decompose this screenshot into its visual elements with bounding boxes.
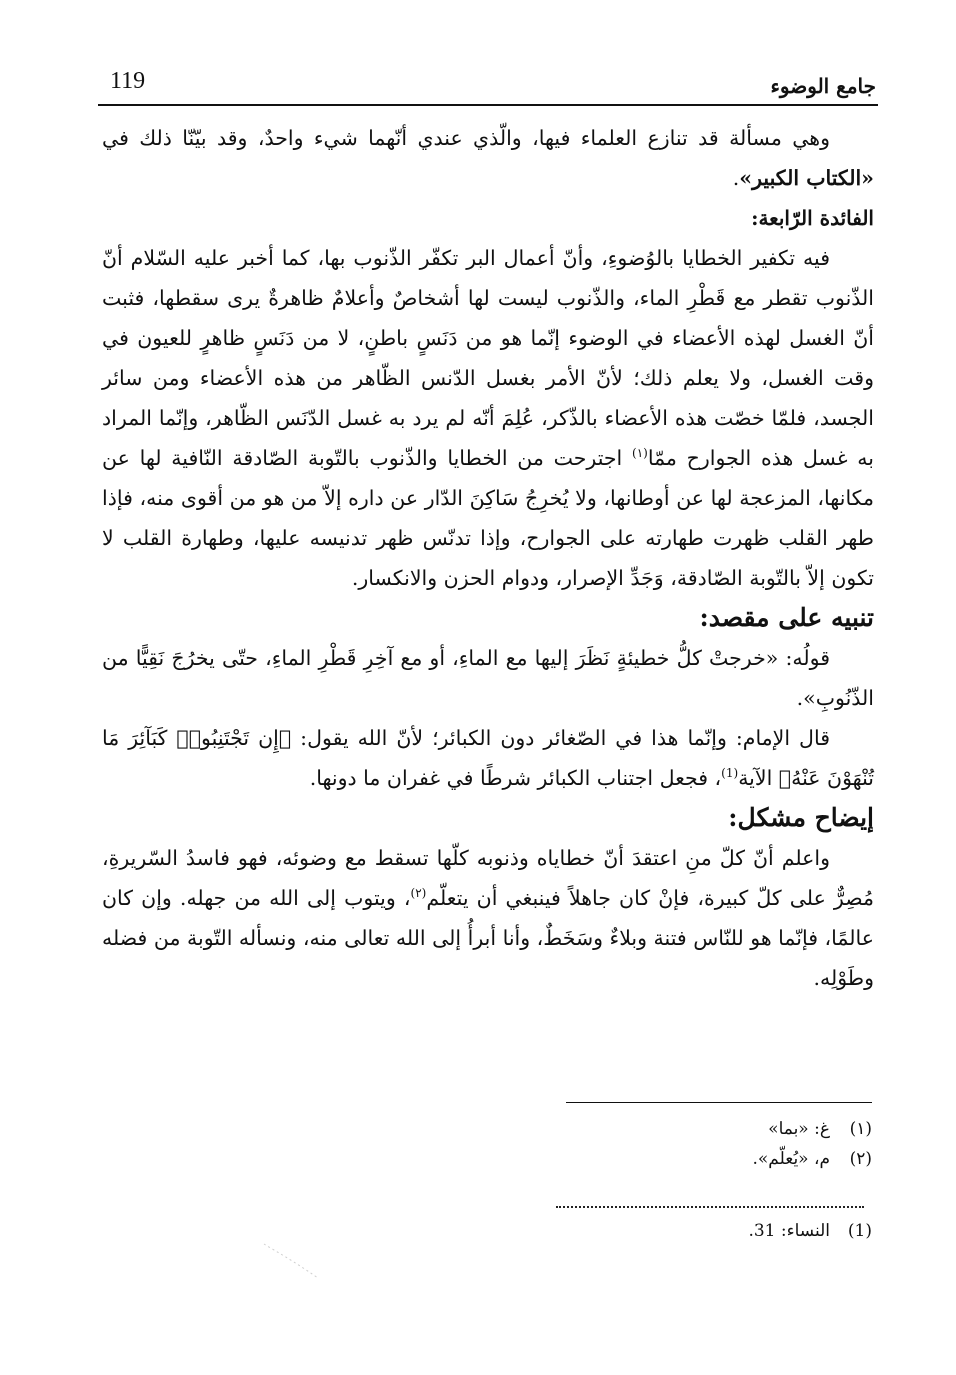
page-number: 119 [110,68,146,94]
heading-note-on-purpose: تنبيه على مقصد: [699,603,874,632]
dotted-rule [556,1206,864,1208]
footnote-ref-2: (٢) [410,886,427,901]
scan-artifact [262,1242,322,1282]
paragraph-4: قال الإمام: وإنّما هذا في الصّغائر دون الكبائر؛ لأنّ الله يقول: ﴿إِن تَجْتَنِبُوا۟ كَبَآئِرَ مَا تُنْهَوْنَ عَنْهُ﴾ الآية$^{(1)}$، فجعل اجتناب الكبائر شرطًا في غفران ما دونها. [102,726,874,790]
running-title: جامع الوضوء [770,74,876,98]
paragraph-5: واعلم أنّ كلّ منِ اعتقدَ أنّ خطاياه وذنوبه كلّها تسقط مع وضوئه، فهو فاسدُ السّريرةِ، مُصِرٌّ على كلّ كبيرة، فإنْ كان جاهلاً فينبغي أن يتعلّم$^{(٢)}$، ويتوب إلى الله من جهله. وإن كان عالمًا، فإنّما هو للنّاس فتنة وبلاءٌ وسَخَطٌ، وأنا أبرأُ إلى الله تعالى منه، ونسأله التّوبة من فضله وطَوْلِه. [102,846,874,990]
header-rule [98,104,878,106]
footnote-ref-quran: (1) [721,766,739,781]
editor-footnotes [500,1216,872,1246]
paragraph-3: قولُه: «خرجتْ كلُّ خطيئةٍ نَظَرَ إليها مع الماءِ، أو مع آخِرِ قَطْرِ الماءِ، حتّى يخرُجَ نَقِيًّا من الذّنُوبِ». [102,646,874,710]
paragraph-2: فيه تكفير الخطايا بالوُضوءِ، وأنّ أعمال البر تكفّر الذّنوب بها، كما أخبر عليه السّلام أنّ الذّنوب تقطر مع قَطْرِ الماء، والذّنوب ليست لها أشخاصٌ وأعلامٌ ظاهرةٌ يرى سقطها، فثبت أنّ الغسل لهذه الأعضاء في الوضوء إنّما هو من دَنَسٍ باطنٍ، لا من دَنَسٍ ظاهرٍ للعيون في وقت الغسل، ولا يعلم ذلك؛ لأنّ الأمر بغسل الدّنس الظّاهر من هذه الأعضاء ومن سائر الجسد، فلمّا خصّت هذه الأعضاء بالذّكر، عُلِمَ أنّه لم يرد به غسل الدّنَس الظّاهر، وإنّما المراد به غسل هذه الجوارح ممّا$^{(١)}$ اجترحت من الخطايا والذّنوب بالتّوبة الصّادقة النّافية لها عن مكانها، المزعجة لها عن أوطانها، ولا يُخرِجُ سَاكِنَ الدّار عن داره إلاّ من هو من أقوى منه، فإذا طهر القلب ظهرت طهارته على الجوارح، وإذا تدنّس ظهر تدنيسه عليها، وطهارة القلب لا تكون إلاّ بالتّوبة الصّادقة، وَجَدِّ الإصرار، ودوام الحزن والانكسار. [102,246,875,590]
paragraph-1: وهي مسألة قد تنازع العلماء فيها، والّذي عندي أنّهما شيء واحدٌ، وقد بيّنّا ذلك في «الكتاب الكبير». [102,126,874,190]
footnote-ref-1: (١) [632,446,648,461]
heading-clarifying-problem: إيضاح مشكل: [728,803,874,832]
footnote: (١)غ: «بما» [768,1119,872,1139]
page-header [108,66,876,104]
book-title-reference: «الكتاب الكبير» [739,166,874,190]
footnote-rule [566,1102,872,1103]
heading-fourth-benefit: الفائدة الرّابعة: [751,206,874,230]
footnotes [500,1114,872,1174]
main-text [102,118,874,998]
footnote: (٢)م، «يُعلّم». [752,1149,872,1169]
footnote: (1)النساء: 31. [748,1221,872,1241]
